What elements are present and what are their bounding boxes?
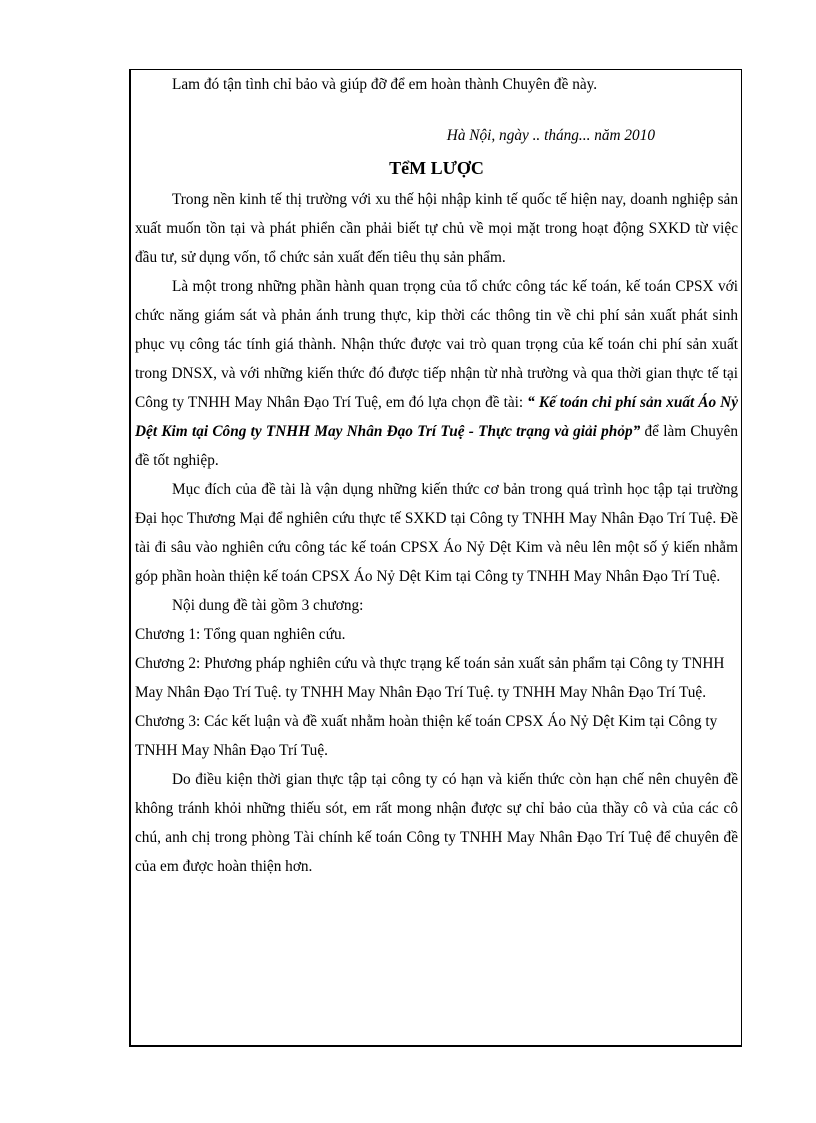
chapter-2: Chương 2: Phương pháp nghiên cứu và thực trạng kế toán sản xuất sản phẩm tại Công ty TNHH May Nhân Đạo Trí Tuệ. ty TNHH May Nhân Đạo Trí Tuệ. ty TNHH May Nhân Đạo Trí Tuệ. — [135, 655, 725, 701]
thesis-title: “ Kế toán chi phí sản xuất Áo Nỷ Dệt Kim tại Công ty TNHH May Nhân Đạo Trí Tuệ - Thực trạng và giải phỏp” — [135, 394, 738, 440]
paragraph-purpose: Mục đích của đề tài là vận dụng những kiến thức cơ bản trong quá trình học tập tại trường Đại học Thương Mại để nghiên cứu thực tế SXKD tại Công ty TNHH May Nhân Đạo Trí Tuệ. Đề tài đi sâu vào nghiên cứu công tác kế toán CPSX Áo Nỷ Dệt Kim và nêu lên một số ý kiến nhằm góp phần hoàn thiện kế toán CPSX Áo Nỷ Dệt Kim tại Công ty TNHH May Nhân Đạo Trí Tuệ. — [135, 481, 738, 585]
paragraph-closing: Do điều kiện thời gian thực tập tại công ty có hạn và kiến thức còn hạn chế nên chuyên đề không tránh khỏi những thiếu sót, em rất mong nhận được sự chỉ bảo của thầy cô và của các cô chú, anh chị trong phòng Tài chính kế toán Công ty TNHH May Nhân Đạo Trí Tuệ để chuyên đề của em được hoàn thiện hơn. — [135, 771, 738, 875]
intro-line: Lam đó tận tình chỉ bảo và giúp đỡ để em hoàn thành Chuyên đề này. — [172, 76, 598, 93]
date-line: Hà Nội, ngày .. tháng... năm 2010 — [446, 127, 655, 144]
paragraph-topic-start: Là một trong những phần hành quan trọng của tổ chức công tác kế toán, kế toán CPSX với chức năng giám sát và phản ánh trung thực, kip thời các thông tin về chi phí sản xuất phát sinh phục vụ công tác tính giá thành. Nhận thức được vai trò quan trọng của kế toán chi phí sản xuất trong DNSX, và với những kiến thức đó được tiếp nhận từ nhà trường và qua thời gian thực tế tại Công ty TNHH May Nhân Đạo Trí Tuệ, em đó lựa chọn đề tài: — [135, 278, 738, 411]
section-heading: TểM LƯỢC — [389, 158, 484, 178]
document-body — [135, 70, 738, 881]
chapter-1: Chương 1: Tổng quan nghiên cứu. — [135, 626, 346, 643]
paragraph-context: Trong nền kinh tế thị trường với xu thế hội nhập kinh tế quốc tế hiện nay, doanh nghiệp sản xuất muốn tồn tại và phát phiển cần phải biết tự chủ về mọi mặt trong hoạt động SXKD từ việc đầu tư, sử dụng vốn, tổ chức sản xuất đến tiêu thụ sản phẩm. — [135, 191, 738, 266]
chapter-3: Chương 3: Các kết luận và đề xuất nhằm hoàn thiện kế toán CPSX Áo Nỷ Dệt Kim tại Công ty TNHH May Nhân Đạo Trí Tuệ. — [135, 713, 718, 759]
paragraph-topic-end: để làm Chuyên đề tốt nghiệp. — [135, 423, 738, 469]
paragraph-topic — [135, 272, 738, 475]
paragraph-contents: Nội dung đề tài gồm 3 chương: — [172, 597, 364, 614]
